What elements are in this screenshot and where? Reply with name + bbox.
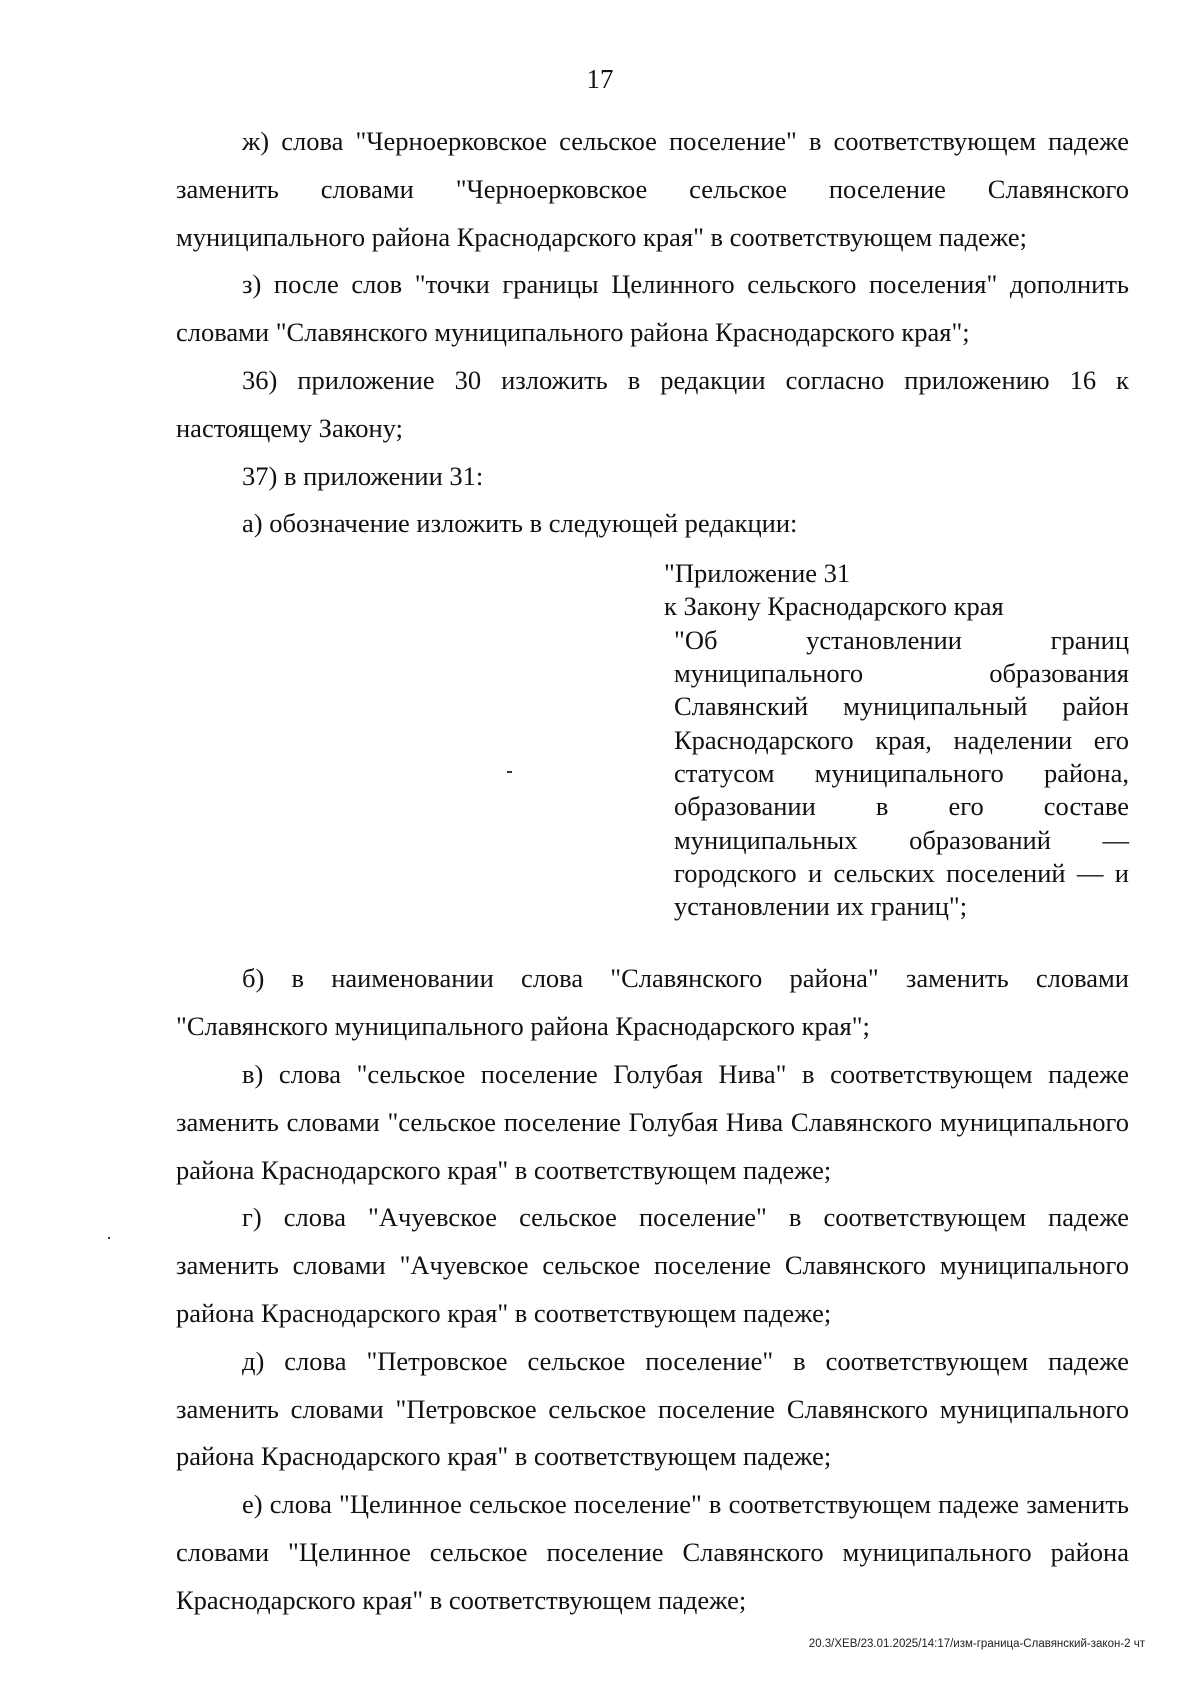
scan-speck bbox=[507, 771, 512, 773]
paragraph-a: а) обозначение изложить в следующей редакции: bbox=[242, 508, 798, 539]
appendix-law-reference: к Закону Краснодарского края bbox=[664, 591, 1004, 622]
paragraph-g: г) слова "Ачуевское сельское поселение" в соответствующем падеже заменить словами "Ачуевское сельское поселение Славянского муниципального района Краснодарского края" в соответствующем падеже; bbox=[176, 1202, 1129, 1329]
paragraph-36: 36) приложение 30 изложить в редакции согласно приложению 16 к настоящему Закону; bbox=[176, 364, 1129, 443]
appendix-law-title: "Об установлении границ муниципального образования Славянский муниципальный район Краснодарского края, наделении его статусом муниципального района, образовании в его составе муниципальных образований — городского и сельских поселений — и установлении их границ"; bbox=[674, 624, 1129, 922]
paragraph-d: д) слова "Петровское сельское поселение" в соответствующем падеже заменить словами "Петровское сельское поселение Славянского муниципального района Краснодарского края" в соответствующем падеже; bbox=[176, 1345, 1129, 1472]
scan-speck bbox=[108, 1237, 110, 1239]
paragraph-37: 37) в приложении 31: bbox=[242, 460, 484, 491]
paragraph-z: з) после слов "точки границы Целинного сельского поселения" дополнить словами "Славянского муниципального района Краснодарского края"; bbox=[176, 269, 1129, 348]
paragraph-v: в) слова "сельское поселение Голубая Нива" в соответствующем падеже заменить словами "сельское поселение Голубая Нива Славянского муниципального района Краснодарского края" в соответствующем падеже; bbox=[176, 1059, 1129, 1185]
paragraph-e: е) слова "Целинное сельское поселение" в соответствующем падеже заменить словами "Целинное сельское поселение Славянского муниципального района Краснодарского края" в соответствующем падеже; bbox=[176, 1489, 1129, 1615]
document-footer: 20.3/ХЕВ/23.01.2025/14:17/изм-граница-Славянский-закон-2 чт bbox=[808, 1638, 1145, 1650]
appendix-header-block bbox=[664, 557, 1129, 923]
document-body bbox=[176, 118, 1129, 1625]
paragraph-b: б) в наименовании слова "Славянского района" заменить словами "Славянского муниципального района Краснодарского края"; bbox=[176, 963, 1129, 1042]
page-number: 17 bbox=[586, 64, 614, 94]
appendix-title: "Приложение 31 bbox=[664, 558, 851, 589]
paragraph-zh: ж) слова "Черноерковское сельское поселение" в соответствующем падеже заменить словами "Черноерковское сельское поселение Славянского муниципального района Краснодарского края" в соответствующем падеже; bbox=[176, 126, 1129, 252]
